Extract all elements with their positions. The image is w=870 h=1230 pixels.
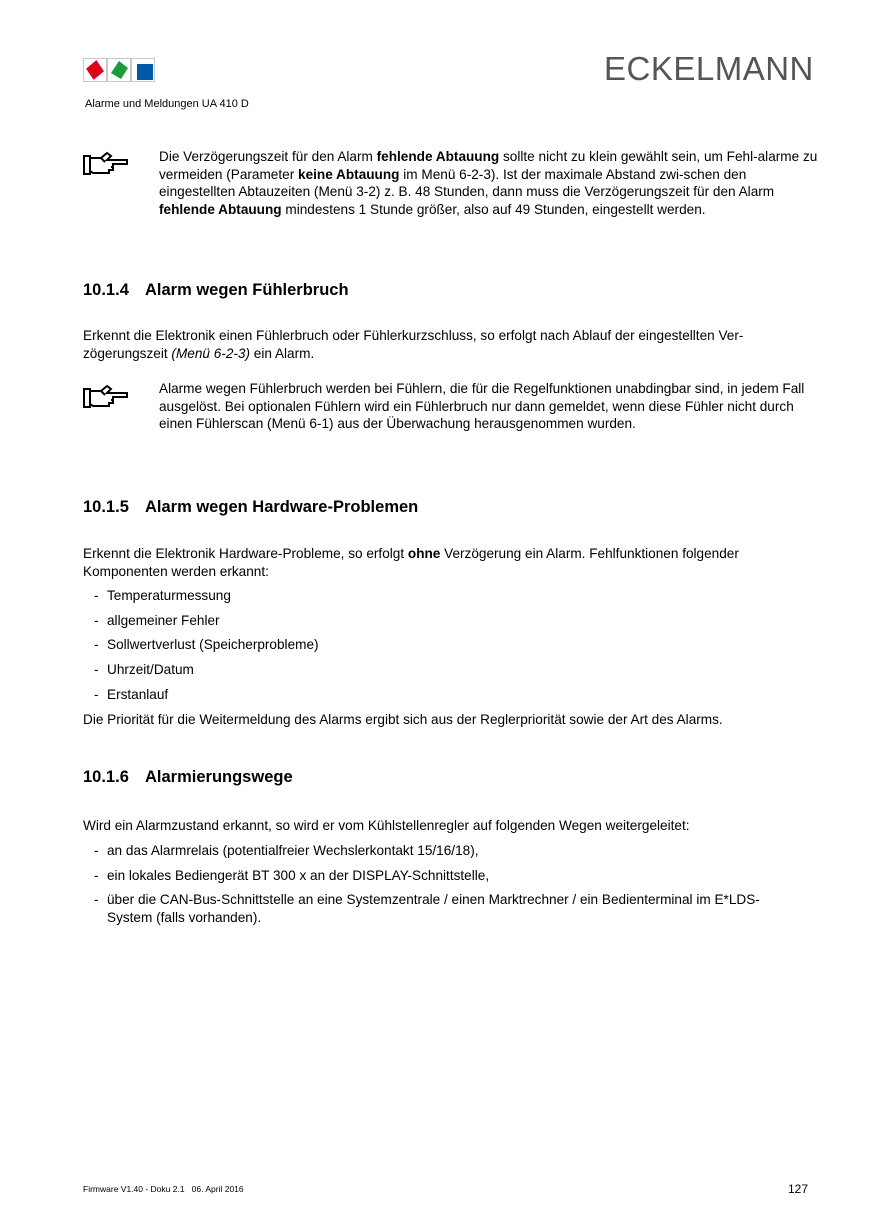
eckelmann-logo-squares [83,58,155,82]
list-item: - allgemeiner Fehler [83,612,803,630]
list-item: - Uhrzeit/Datum [83,661,803,679]
section-heading-10-1-5: 10.1.5 Alarm wegen Hardware-Problemen [83,498,419,516]
list-item: - über die CAN-Bus-Schnittstelle an eine Systemzentrale / einen Marktrechner / ein Bedienterminal im E*LDS-System (falls vorhanden). [83,891,767,926]
document-subtitle: Alarme und Meldungen UA 410 D [85,98,249,110]
paragraph: Erkennt die Elektronik Hardware-Probleme, so erfolgt ohne Verzögerung ein Alarm. Fehlfunktionen folgender Komponenten werden erkannt: [83,546,739,579]
section-heading-10-1-4: 10.1.4 Alarm wegen Fühlerbruch [83,281,349,299]
list-item: - Temperaturmessung [83,587,803,605]
pointing-hand-icon [83,150,129,178]
page-number: 127 [788,1182,809,1196]
list-item: - ein lokales Bediengerät BT 300 x an der DISPLAY-Schnittstelle, [83,867,803,885]
pointing-hand-icon [83,383,129,411]
brand-wordmark: ECKELMANN [604,50,814,87]
paragraph: Erkennt die Elektronik einen Fühlerbruch oder Fühlerkurzschluss, so erfolgt nach Ablauf der eingestellten Ver-zögerungszeit (Menü 6-2-3) ein Alarm. [83,328,744,361]
list-item: - Sollwertverlust (Speicherprobleme) [83,636,803,654]
paragraph: Wird ein Alarmzustand erkannt, so wird er vom Kühlstellenregler auf folgenden Wegen weitergeleitet: [83,818,690,833]
footer-version: Firmware V1.40 - Doku 2.1 06. April 2016 [83,1184,244,1194]
paragraph: Die Priorität für die Weitermeldung des Alarms ergibt sich aus der Reglerpriorität sowie der Art des Alarms. [83,712,723,727]
note-text: Alarme wegen Fühlerbruch werden bei Fühlern, die für die Regelfunktionen unabdingbar sind, in jedem Fall ausgelöst. Bei optionalen Fühlern wird ein Fühlerbruch nur dann gemeldet, wenn diese Fühler nicht durch einen Fühlerscan (Menü 6-1) aus der Überwachung herausgenommen wurden. [159,381,805,431]
list-item: - an das Alarmrelais (potentialfreier Wechslerkontakt 15/16/18), [83,842,803,860]
list-item: - Erstanlauf [83,686,803,704]
section-heading-10-1-6: 10.1.6 Alarmierungswege [83,768,293,786]
note-text: Die Verzögerungszeit für den Alarm fehlende Abtauung sollte nicht zu klein gewählt sein, um Fehl-alarme zu vermeiden (Parameter keine Abtauung im Menü 6-2-3). Ist der maximale Abstand zwi-schen den eingestellten Abtauzeiten (Menü 3-2) z. B. 48 Stunden, dann muss die Verzögerungszeit für den Alarm fehlende Abtauung mindestens 1 Stunde größer, also auf 49 Stunden, eingestellt werden. [159,149,818,217]
alarm-path-list [83,842,803,934]
component-list [83,587,803,710]
